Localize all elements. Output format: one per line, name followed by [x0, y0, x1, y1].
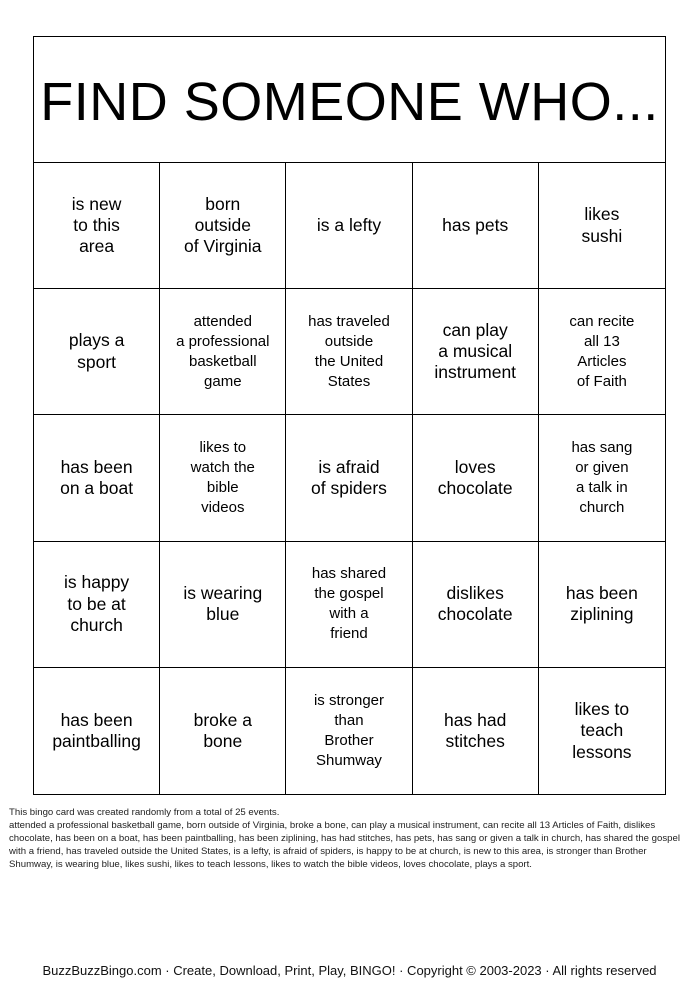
bingo-cell-text: has traveled outside the United States — [308, 312, 390, 390]
bingo-cell-text: has been on a boat — [60, 456, 134, 498]
bingo-cell — [413, 415, 539, 541]
bingo-cell — [34, 415, 160, 541]
bingo-cell-text: broke a bone — [193, 709, 252, 751]
bingo-cell — [413, 163, 539, 289]
bingo-cell-text: plays a sport — [68, 330, 125, 372]
bingo-cell-text: can recite all 13 Articles of Faith — [569, 312, 635, 390]
bingo-cell-text: likes to watch the bible videos — [190, 439, 255, 516]
bingo-cell — [286, 289, 412, 415]
bingo-cell-text: is a lefty — [316, 214, 382, 235]
bingo-cell-text: is stronger than Brother Shumway — [313, 692, 384, 769]
bingo-cell — [160, 289, 286, 415]
bingo-cell-text: has been paintballing — [52, 709, 141, 751]
card-title: FIND SOMEONE WHO... — [40, 71, 659, 132]
bingo-cell-text: is afraid of spiders — [311, 456, 387, 498]
bingo-cell — [34, 668, 160, 794]
bingo-cell — [539, 415, 665, 541]
bingo-cell — [286, 163, 412, 289]
bingo-cell-text: has been ziplining — [565, 582, 638, 625]
bingo-cell-text: is happy to be at church — [64, 572, 130, 635]
bingo-cell-text: has pets — [442, 214, 509, 235]
bingo-cell — [160, 163, 286, 289]
bingo-cell-text: born outside of Virginia — [184, 193, 262, 257]
bingo-cell — [539, 542, 665, 668]
bingo-cell — [286, 668, 412, 794]
bingo-grid — [34, 163, 665, 794]
bingo-cell-text: is wearing blue — [183, 582, 263, 625]
bingo-cell-text: likes to teach lessons — [572, 698, 632, 762]
bingo-cell — [413, 668, 539, 794]
bingo-cell — [539, 668, 665, 794]
bingo-cell — [539, 289, 665, 415]
bingo-cell-text: can play a musical instrument — [434, 319, 517, 383]
bingo-cell-text: attended a professional basketball game — [176, 312, 270, 390]
site-footer: BuzzBuzzBingo.com · Create, Download, Print, Play, BINGO! · Copyright © 2003-2023 · All rights reserved — [42, 963, 657, 978]
bingo-cell — [413, 542, 539, 668]
bingo-cell-text: loves chocolate — [437, 456, 513, 498]
description-events: attended a professional basketball game, born outside of Virginia, broke a bone, can play a musical instrument, can recite all 13 Articles of Faith, dislikes chocolate, has been on a boat, has been paintballing, has been ziplining, has had stitches, has pets, has sang or given a talk in church, has shared the gospel with a friend, has traveled outside the United States, is a lefty, is afraid of spiders, is happy to be at church, is new to this area, is stronger than Brother Shumway, is wearing blue, likes sushi, likes to teach lessons, likes to watch the bible videos, loves chocolate, plays a sport. — [9, 820, 680, 870]
description-intro: This bingo card was created randomly from a total of 25 events. — [9, 807, 280, 818]
bingo-cell — [160, 542, 286, 668]
bingo-cell — [160, 668, 286, 794]
bingo-cell — [286, 542, 412, 668]
card-header — [34, 37, 665, 163]
bingo-cell-text: has sang or given a talk in church — [571, 439, 633, 516]
bingo-cell — [413, 289, 539, 415]
bingo-cell-text: has shared the gospel with a friend — [311, 565, 387, 643]
bingo-cell — [539, 163, 665, 289]
bingo-cell-text: is new to this area — [71, 193, 122, 257]
bingo-cell — [34, 163, 160, 289]
bingo-cell — [34, 289, 160, 415]
card-description — [9, 806, 692, 871]
bingo-cell — [34, 542, 160, 668]
bingo-cell-text: likes sushi — [581, 204, 623, 246]
bingo-cell-text: has had stitches — [444, 709, 507, 751]
bingo-cell — [286, 415, 412, 541]
bingo-card — [33, 36, 666, 795]
bingo-cell-text: dislikes chocolate — [437, 582, 513, 625]
bingo-cell — [160, 415, 286, 541]
